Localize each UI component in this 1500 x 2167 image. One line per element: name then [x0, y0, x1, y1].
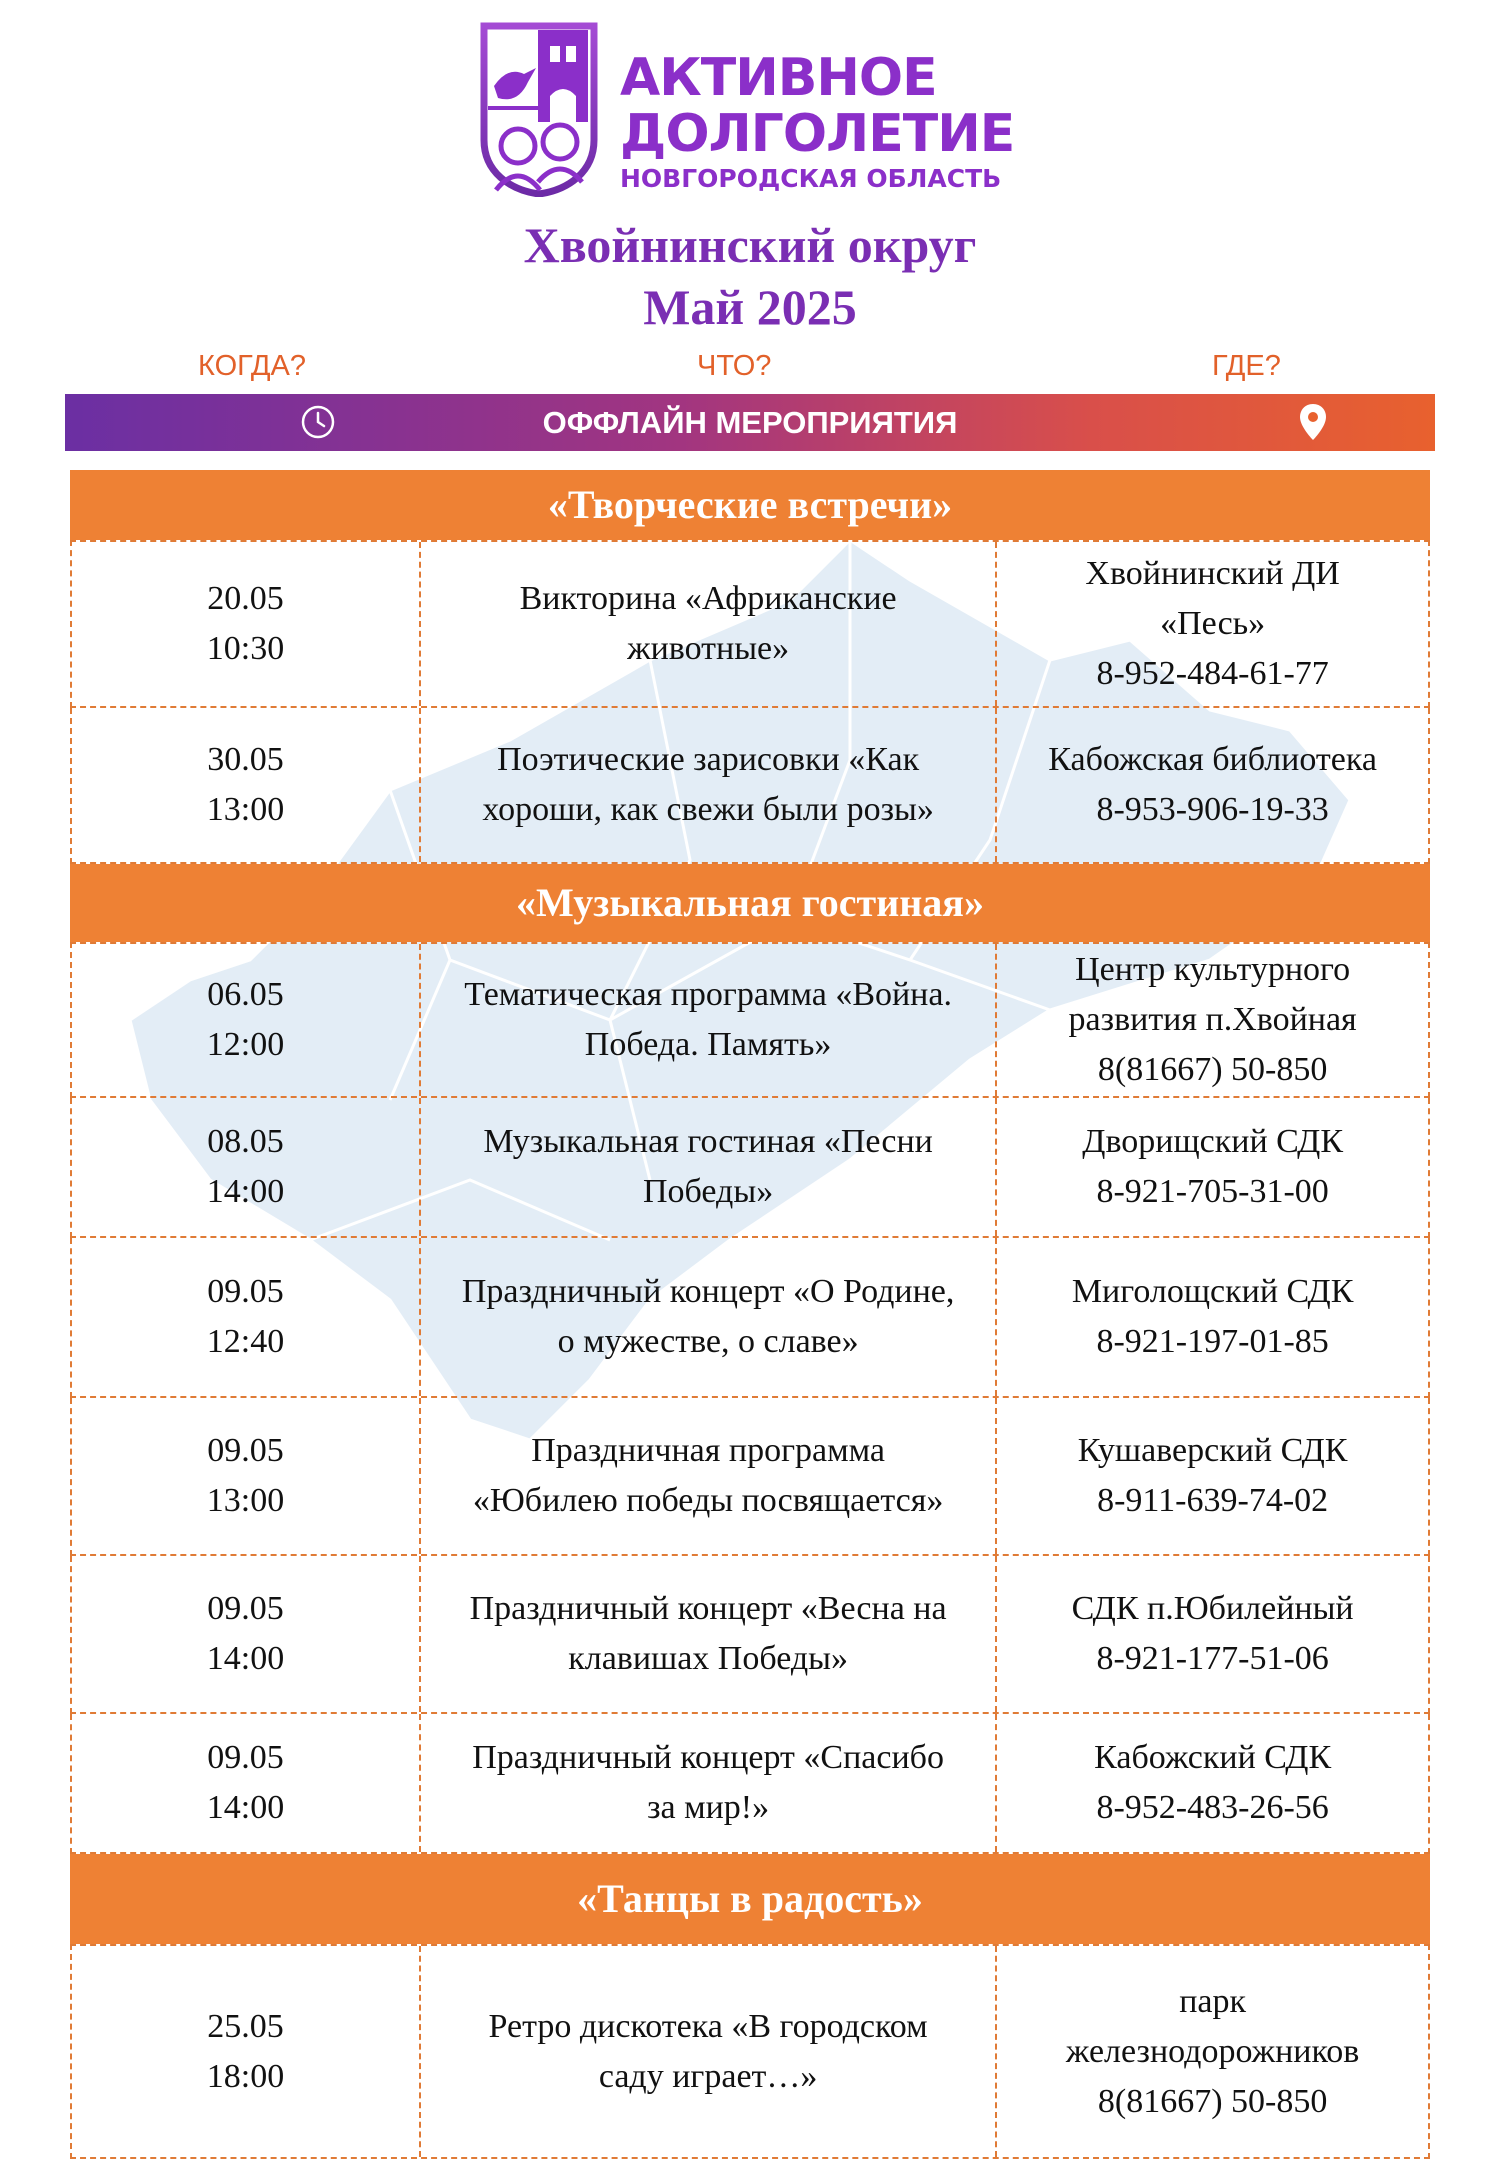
- event-where: [997, 708, 1428, 862]
- event-when: [72, 708, 419, 862]
- section-header: «Танцы в радость»: [70, 1854, 1430, 1944]
- event-title-line: Праздничный концерт «Спасибо: [472, 1739, 944, 1776]
- venue-phone: 8-921-177-51-06: [1096, 1640, 1329, 1677]
- event-when: [72, 1556, 419, 1712]
- event-date: 25.05: [207, 2007, 284, 2045]
- event-title-line: Поэтические зарисовки «Как: [497, 741, 920, 778]
- event-what: [419, 1098, 997, 1236]
- page-title: Хвойнинский округ: [523, 217, 977, 273]
- event-row: [70, 942, 1430, 1098]
- event-title-line: за мир!»: [647, 1789, 770, 1826]
- column-label-what: ЧТО?: [697, 350, 772, 382]
- venue-line: Центр культурного: [1075, 951, 1351, 988]
- venue-line: Хвойнинский ДИ: [1085, 555, 1340, 592]
- section-header: «Музыкальная гостиная»: [70, 864, 1430, 942]
- event-time: 14:00: [206, 1173, 285, 1210]
- column-label-where: ГДЕ?: [1212, 350, 1281, 382]
- venue-line: Дворищский СДК: [1082, 1123, 1343, 1160]
- event-title-line: Праздничный концерт «Весна на: [469, 1590, 947, 1627]
- event-time: 12:40: [206, 1323, 285, 1360]
- event-title-line: «Юбилею победы посвящается»: [472, 1482, 944, 1519]
- venue-phone: 8-952-484-61-77: [1096, 655, 1329, 692]
- logo-line-1: АКТИВНОЕ: [620, 48, 937, 108]
- event-date: 09.05: [207, 1590, 284, 1627]
- event-where: [997, 1098, 1428, 1236]
- event-title-line: Победы»: [643, 1173, 774, 1210]
- event-title-line: саду играет…»: [598, 2057, 818, 2095]
- venue-phone: 8-952-483-26-56: [1096, 1789, 1329, 1826]
- venue-line: железнодорожников: [1065, 2032, 1360, 2070]
- banner-label: ОФФЛАЙН МЕРОПРИЯТИЯ: [542, 405, 958, 440]
- event-where: [997, 542, 1428, 706]
- logo-line-2: ДОЛГОЛЕТИЕ: [620, 104, 1015, 164]
- venue-line: парк: [1179, 1982, 1247, 2020]
- event-what: [419, 542, 997, 706]
- event-what: [419, 708, 997, 862]
- offline-events-banner: [65, 394, 1435, 451]
- event-what: [419, 1398, 997, 1554]
- event-time: 13:00: [206, 791, 285, 828]
- event-time: 10:30: [206, 630, 285, 667]
- venue-line: «Песь»: [1160, 605, 1266, 642]
- event-time: 13:00: [206, 1482, 285, 1519]
- event-row: [70, 540, 1430, 708]
- event-where: [997, 1238, 1428, 1396]
- event-row: [70, 1398, 1430, 1556]
- event-title-line: Ретро дискотека «В городском: [488, 2007, 928, 2045]
- venue-phone: 8(81667) 50-850: [1097, 2082, 1328, 2120]
- event-when: [72, 1714, 419, 1852]
- event-row: [70, 1556, 1430, 1714]
- event-date: 20.05: [207, 580, 284, 617]
- event-time: 12:00: [206, 1026, 285, 1063]
- venue-line: Кабожская библиотека: [1048, 741, 1377, 778]
- event-row: [70, 1238, 1430, 1398]
- venue-phone: 8-953-906-19-33: [1096, 791, 1329, 828]
- event-row: [70, 1714, 1430, 1854]
- event-date: 09.05: [207, 1273, 284, 1310]
- page-subtitle-month: Май 2025: [643, 279, 857, 335]
- event-when: [72, 1946, 419, 2157]
- event-title-line: клавишах Победы»: [568, 1640, 848, 1677]
- schedule-table: [70, 470, 1430, 2159]
- event-title-line: Викторина «Африканские: [519, 580, 897, 617]
- venue-line: развития п.Хвойная: [1068, 1001, 1357, 1038]
- event-title-line: о мужестве, о славе»: [557, 1323, 859, 1360]
- event-when: [72, 1398, 419, 1554]
- event-row: [70, 1944, 1430, 2159]
- event-title-line: Тематическая программа «Война.: [464, 976, 952, 1013]
- venue-line: СДК п.Юбилейный: [1071, 1590, 1354, 1627]
- event-what: [419, 1556, 997, 1712]
- venue-phone: 8-921-705-31-00: [1096, 1173, 1329, 1210]
- event-where: [997, 1556, 1428, 1712]
- venue-phone: 8-911-639-74-02: [1097, 1482, 1329, 1519]
- event-title-line: животные»: [627, 630, 790, 667]
- event-what: [419, 1946, 997, 2157]
- event-title-line: Праздничная программа: [531, 1432, 885, 1469]
- event-when: [72, 542, 419, 706]
- event-where: [997, 1398, 1428, 1554]
- event-date: 09.05: [207, 1432, 284, 1469]
- event-title-line: Музыкальная гостиная «Песни: [483, 1123, 933, 1160]
- event-row: [70, 708, 1430, 864]
- event-where: [997, 1946, 1428, 2157]
- event-where: [997, 1714, 1428, 1852]
- event-when: [72, 1238, 419, 1396]
- column-label-when: КОГДА?: [198, 350, 306, 382]
- venue-phone: 8(81667) 50-850: [1097, 1051, 1328, 1088]
- logo-shield-icon: [478, 22, 600, 197]
- logo-line-3: НОВГОРОДСКАЯ ОБЛАСТЬ: [620, 164, 1002, 193]
- event-title-line: Победа. Память»: [584, 1026, 832, 1063]
- logo-text: [620, 50, 1014, 194]
- event-date: 30.05: [207, 741, 284, 778]
- event-date: 09.05: [207, 1739, 284, 1776]
- event-when: [72, 944, 419, 1096]
- event-what: [419, 1714, 997, 1852]
- venue-phone: 8-921-197-01-85: [1096, 1323, 1329, 1360]
- event-where: [997, 944, 1428, 1096]
- venue-line: Кабожский СДК: [1094, 1739, 1332, 1776]
- event-time: 14:00: [206, 1640, 285, 1677]
- section-header: «Творческие встречи»: [70, 470, 1430, 540]
- event-date: 08.05: [207, 1123, 284, 1160]
- location-pin-icon: [1298, 402, 1328, 442]
- event-what: [419, 944, 997, 1096]
- event-when: [72, 1098, 419, 1236]
- event-title-line: Праздничный концерт «О Родине,: [461, 1273, 955, 1310]
- event-row: [70, 1098, 1430, 1238]
- event-time: 14:00: [206, 1789, 285, 1826]
- event-what: [419, 1238, 997, 1396]
- venue-line: Миголощский СДК: [1071, 1273, 1354, 1310]
- venue-line: Кушаверский СДК: [1077, 1432, 1348, 1469]
- event-date: 06.05: [207, 976, 284, 1013]
- event-time: 18:00: [206, 2057, 285, 2095]
- logo: [478, 22, 1038, 197]
- event-title-line: хороши, как свежи были розы»: [482, 791, 934, 828]
